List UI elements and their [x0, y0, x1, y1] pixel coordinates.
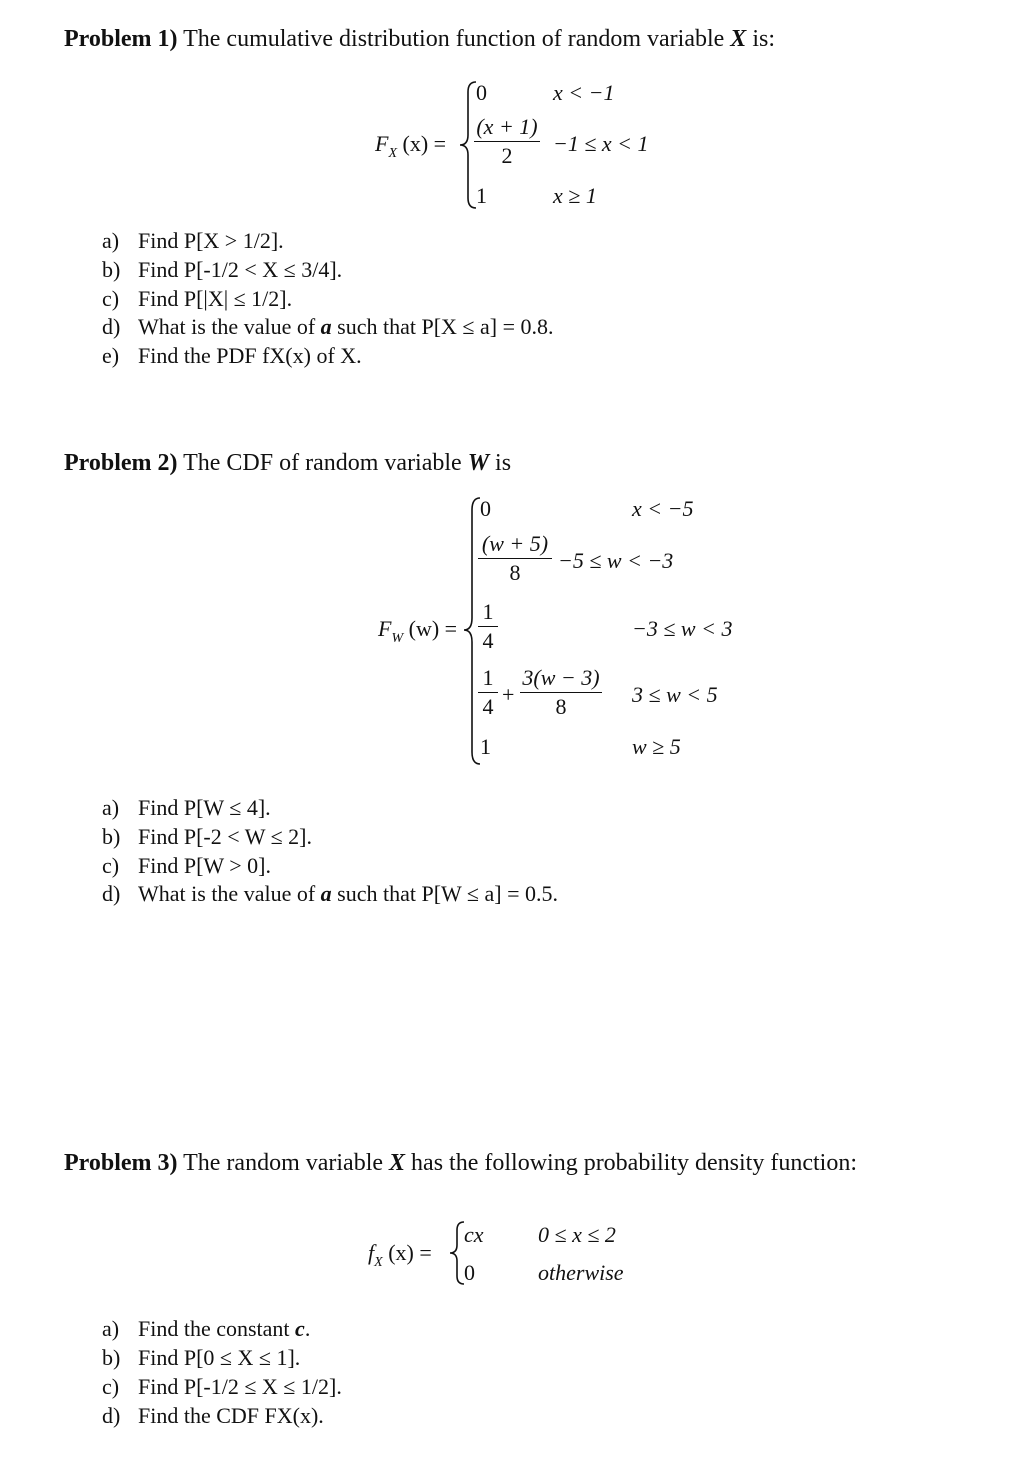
problem1-heading — [64, 26, 775, 53]
problem1-intro-end: is: — [752, 26, 775, 52]
problem2-label: Problem 2) — [64, 450, 178, 476]
problem2-heading — [64, 450, 511, 477]
problem2-item-c: c) Find P[W > 0]. — [102, 853, 272, 878]
problem3-intro-end: has the following probability density function: — [411, 1150, 857, 1176]
problem2-intro: The CDF of random variable — [183, 450, 462, 476]
problem2-lhs: $F_W$ (w) = — [378, 616, 458, 646]
problem2-case4-plus: + — [502, 682, 515, 707]
problem1-intro: The cumulative distribution function of random variable — [183, 26, 725, 52]
problem1-case3-cond: x ≥ 1 — [553, 183, 597, 208]
problem3-case2-value: 0 — [464, 1260, 475, 1285]
problem1-lhs: $F_X$ (x) = — [375, 131, 447, 161]
problem2-case1-value: 0 — [480, 496, 491, 521]
problem1-case2-cond: −1 ≤ x < 1 — [553, 131, 649, 156]
problem3-lhs: $f_X$ (x) = — [368, 1240, 432, 1270]
problem1-item-a: a) Find P[X > 1/2]. — [102, 228, 284, 253]
problem1-case1-cond: x < −1 — [553, 80, 615, 105]
problem1-case3-value: 1 — [476, 183, 487, 208]
problem3-case1-cond: 0 ≤ x ≤ 2 — [538, 1222, 616, 1247]
problem2-case1-cond: x < −5 — [632, 496, 694, 521]
problem1-label: Problem 1) — [64, 26, 178, 52]
problem2-case3-fraction: 1 4 — [478, 599, 498, 654]
problem2-intro-end: is — [495, 450, 512, 476]
problem3-case1-value: cx — [464, 1222, 484, 1247]
problem3-label: Problem 3) — [64, 1150, 178, 1176]
problem2-case3-cond: −3 ≤ w < 3 — [632, 616, 733, 641]
problem2-item-b: b) Find P[-2 < W ≤ 2]. — [102, 824, 313, 849]
problem2-case2-fraction: (w + 5) 8 — [478, 531, 552, 586]
problem3-var: X — [389, 1150, 406, 1176]
problem1-var: X — [730, 26, 747, 52]
problem2-item-d: d) What is the value of a such that P[W ≤ a] = 0.5. — [102, 881, 558, 906]
problem2-case2-cond: −5 ≤ w < −3 — [558, 548, 674, 573]
problem2-case4-cond: 3 ≤ w < 5 — [632, 682, 718, 707]
problem2-case4-fraction2: 3(w − 3) 8 — [520, 665, 602, 720]
problem3-case2-cond: otherwise — [538, 1260, 624, 1285]
problem3-heading — [64, 1150, 857, 1177]
problem3-intro: The random variable — [183, 1150, 384, 1176]
problem3-item-d: d) Find the CDF FX(x). — [102, 1403, 324, 1428]
problem1-item-d: d) What is the value of a such that P[X ≤ a] = 0.8. — [102, 314, 554, 339]
problem3-item-c: c) Find P[-1/2 ≤ X ≤ 1/2]. — [102, 1374, 342, 1399]
problem2-var: W — [467, 450, 490, 476]
problem2-case5-value: 1 — [480, 734, 491, 759]
problem1-item-e: e) Find the PDF fX(x) of X. — [102, 343, 362, 368]
problem2-case5-cond: w ≥ 5 — [632, 734, 681, 759]
problem1-case1-value: 0 — [476, 80, 487, 105]
problem1-item-c: c) Find P[|X| ≤ 1/2]. — [102, 286, 293, 311]
problem1-item-b: b) Find P[-1/2 < X ≤ 3/4]. — [102, 257, 343, 282]
problem2-item-a: a) Find P[W ≤ 4]. — [102, 795, 271, 820]
problem2-case4-fraction1: 1 4 — [478, 665, 498, 720]
problem3-item-b: b) Find P[0 ≤ X ≤ 1]. — [102, 1345, 301, 1370]
problem1-case2-fraction: (x + 1) 2 — [474, 114, 540, 169]
problem3-item-a: a) Find the constant c. — [102, 1316, 311, 1341]
